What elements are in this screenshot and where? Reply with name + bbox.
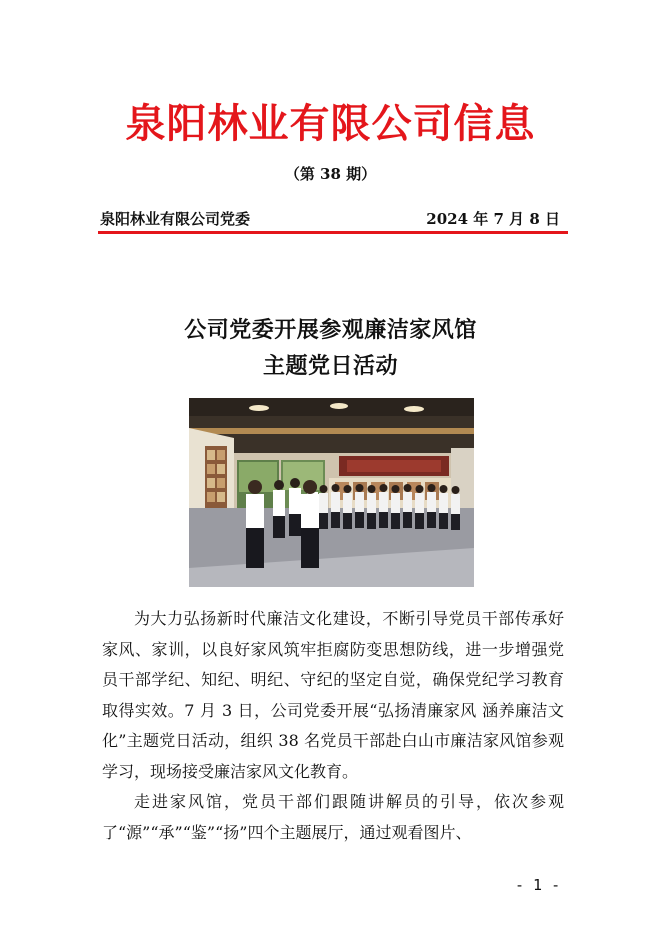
article-paragraph: 为大力弘扬新时代廉洁文化建设，不断引导党员干部传承好家风、家训，以良好家风筑牢拒腐防变思想防线，进一步增强党员干部学纪、知纪、明纪、守纪的坚定自觉，确保党纪学习教育取得实效。7 月 3 日，公司党委开展“弘扬清廉家风 涵养廉洁文化”主题党日活动，组织 38 名党员干部赴白山市廉洁家风馆参观学习，现场接受廉洁家风文化教育。: [102, 609, 564, 781]
publisher-name: 泉阳林业有限公司党委: [100, 210, 251, 228]
article-title-line-1: 公司党委开展参观廉洁家风馆: [184, 318, 477, 343]
issue-number: （第 38 期）: [284, 165, 377, 183]
header-row: [100, 208, 560, 230]
article-paragraph: 走进家风馆，党员干部们跟随讲解员的引导，依次参观了“源”“承”“鉴”“扬”四个主题展厅，通过观看图片、: [102, 792, 564, 842]
masthead-title: 泉阳林业有限公司信息: [125, 101, 536, 147]
header-divider: [98, 231, 568, 234]
page-number: - 1 -: [515, 876, 561, 894]
article-body: [102, 604, 564, 848]
article-title-line-2: 主题党日活动: [262, 354, 398, 379]
group-visit-photo: [189, 398, 474, 587]
publish-date: 2024 年 7 月 8 日: [426, 210, 560, 228]
